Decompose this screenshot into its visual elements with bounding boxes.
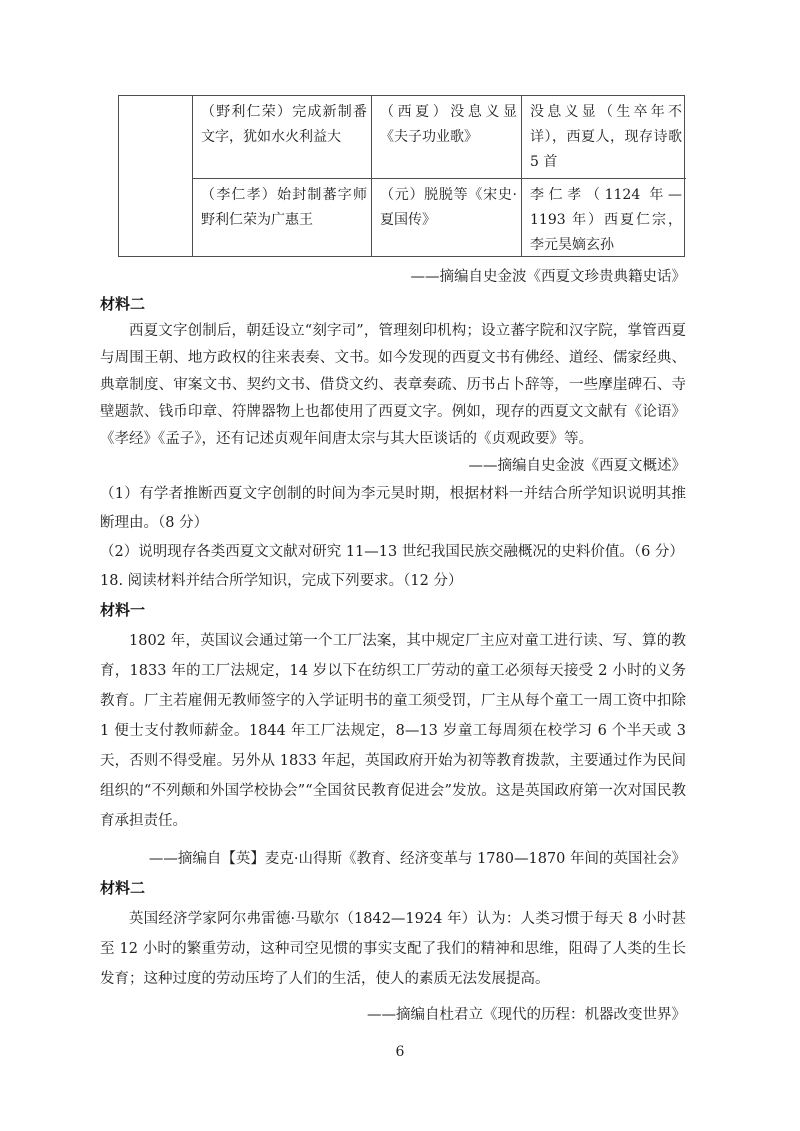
table-cell-note: 没息义显（生卒年不详），西夏人，现存诗歌 5 首 — [521, 96, 686, 178]
question-2: （2）说明现存各类西夏文文献对研究 11—13 世纪我国民族交融概况的史料价值。（6 分） — [100, 544, 684, 560]
table-cell-source: （西夏）没息义显《夫子功业歌》 — [371, 96, 521, 178]
q18-material-one-heading: 材料一 — [100, 602, 146, 619]
material-two-paragraph: 西夏文字创制后，朝廷设立“刻字司”，管理刻印机构；设立蕃字院和汉字院，掌管西夏与周围王朝、地方政权的往来表奏、文书。如今发现的西夏文书有佛经、道经、儒家经典、典章制度、审案文书、契约文书、借贷文约、表章奏疏、历书占卜辞等，一些摩崖碑石、寺壁题款、钱币印章、符牌器物上也都使用了西夏文字。例如，现存的西夏文文献有《论语》《孝经》《孟子》，还有记述贞观年间唐太宗与其大臣谈话的《贞观政要》等。 — [100, 323, 686, 447]
page-number: 6 — [395, 1044, 405, 1060]
q18-material-two-heading: 材料二 — [100, 880, 146, 897]
q18-material-one-paragraph: 1802 年，英国议会通过第一个工厂法案，其中规定厂主应对童工进行读、写、算的教育，1833 年的工厂法规定，14 岁以下在纺织工厂劳动的童工必须每天接受 2 小时的义务教育。厂主若雇佣无教师签字的入学证明书的童工须受罚，厂主从每个童工一周工资中扣除 1 便士支付教师薪金。1844 年工厂法规定，8—13 岁童工每周须在校学习 6 个半天或 3 天，否则不得受雇。另外从 1833 年起，英国政府开始为初等教育拨款，主要通过作为民间组织的“不列颠和外国学校协会”“全国贫民教育促进会”发放。这是英国政府第一次对国民教育承担责任。 — [100, 633, 686, 829]
table-cell-empty-spanner — [119, 96, 192, 256]
question-18-stem: 18. 阅读材料并结合所学知识，完成下列要求。（12 分） — [100, 573, 463, 589]
sources-table — [118, 95, 685, 257]
q18-material-two-attribution: ——摘编自杜君立《现代的历程：机器改变世界》 — [367, 1007, 686, 1023]
page-content — [100, 95, 686, 1030]
q18-material-two-paragraph: 英国经济学家阿尔弗雷德·马歇尔（1842—1924 年）认为：人类习惯于每天 8 小时甚至 12 小时的繁重劳动，这种司空见惯的事实支配了我们的精神和思维，阻碍了人类的生长发育；这种过度的劳动压垮了人们的生活，使人的素质无法发展提高。 — [100, 911, 686, 987]
table-attribution: ——摘编自史金波《西夏文珍贵典籍史话》 — [410, 269, 686, 285]
table-cell-event: （李仁孝）始封制蕃字师野利仁荣为广惠王 — [192, 178, 371, 256]
material-two-heading: 材料二 — [100, 296, 146, 313]
q18-material-one-attribution: ——摘编自【英】麦克·山得斯《教育、经济变革与 1780—1870 年间的英国社会》 — [148, 851, 686, 867]
table-cell-event: （野利仁荣）完成新制番文字，犹如水火利益大 — [192, 96, 371, 178]
table-cell-source: （元）脱脱等《宋史·夏国传》 — [371, 178, 521, 256]
table-cell-note: 李仁孝（1124 年—1193 年）西夏仁宗，李元昊嫡玄孙 — [521, 178, 686, 256]
question-1: （1）有学者推断西夏文字创制的时间为李元昊时期，根据材料一并结合所学知识说明其推断理由。（8 分） — [100, 486, 686, 531]
material-two-attribution: ——摘编自史金波《西夏文概述》 — [468, 458, 686, 474]
